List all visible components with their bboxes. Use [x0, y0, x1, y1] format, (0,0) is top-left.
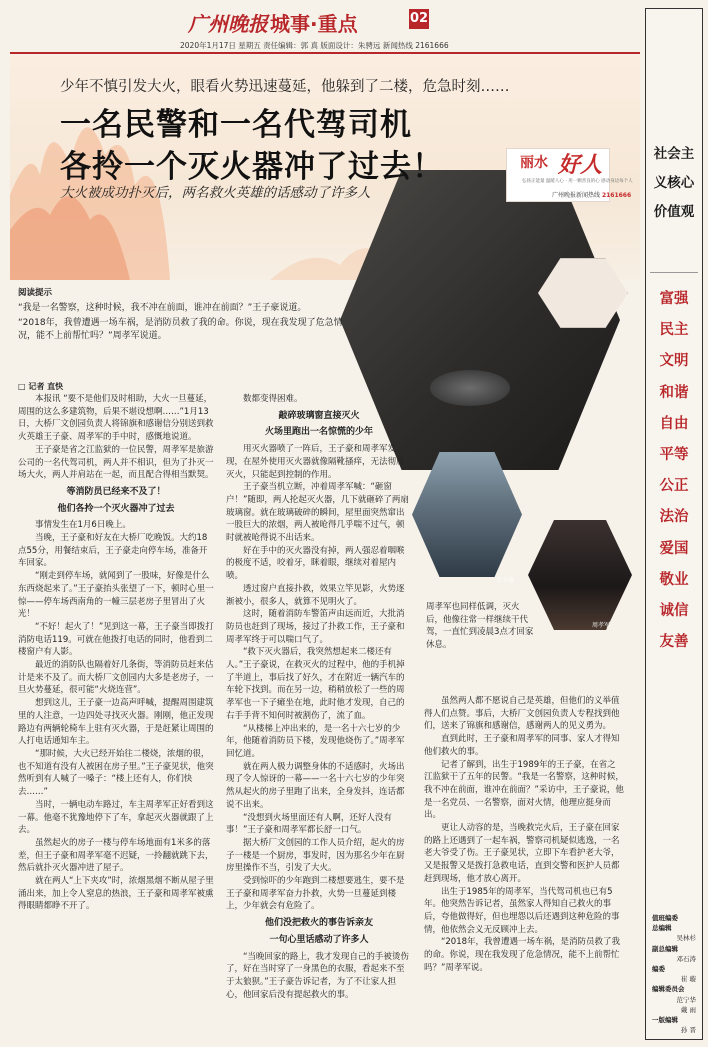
staff-role: 一版编辑 — [652, 1016, 678, 1025]
staff-name: 范宁华 — [676, 995, 696, 1004]
reading-tip — [18, 286, 344, 345]
staff-role: 编辑委员会 — [652, 985, 685, 994]
paragraph: 好在手中的灭火器没有掉，两人强忍着咽喉的极度不适，咬着牙，眯着眼，继续对着屋内喷。 — [226, 545, 405, 582]
headline-kicker: 少年不慎引发大火，眼看火势迅速蔓延，他躲到了二楼，危急时刻…… — [60, 79, 510, 95]
core-value: 民主 — [659, 322, 689, 339]
byline: □ 记者 直快 — [18, 382, 64, 391]
paragraph: 事情发生在1月6日晚上。 — [35, 520, 131, 531]
article-column-3 — [424, 695, 624, 974]
paragraph: “那时候，大火已经开始往二楼烧，浓烟的很，也不知道有没有人被困在房子里。”王子豪见状，他突然听到有人喊了一嗓子：“楼上还有人，你们快去……” — [18, 748, 214, 798]
core-value: 诚信 — [659, 603, 689, 620]
paragraph: 虽然两人都不愿说自己是英雄，但他们的义举值得人们点赞。事后，大桥厂文创园负责人专程找到他们，送来了锦旗和感谢信，感谢两人的见义勇为。 — [424, 696, 620, 732]
headline-subtitle: 大火被成功扑灭后，两名救火英雄的话感动了许多人 — [60, 185, 371, 201]
core-values-list — [654, 284, 694, 658]
paragraph: “救下灭火器后，我突然想起来二楼还有人。”王子豪说，在救灭火的过程中，他的手机掉了半道上，事后找了好久，才在附近一辆汽车的车轮下找到。而在另一边，稍稍放松了一些的周孝军也一下子瘫坐在地，此时他才发现，自己的右手手背不知何时被割伤了，流了血。 — [226, 647, 405, 721]
page-number: 02 — [409, 9, 429, 29]
paragraph: 据大桥厂文创园的工作人员介绍，起火的房子一楼是一个厨房，事发时，因为那名少年在厨房里操作不当，引发了大火。 — [226, 837, 405, 874]
core-value: 友善 — [659, 634, 689, 651]
sidebar-title: 社会主义核心价值观 — [653, 146, 695, 220]
article-column-2 — [226, 393, 412, 1001]
photo-caption-1: 王子豪 — [496, 577, 515, 584]
staff-role: 副总编辑 — [652, 944, 678, 953]
staff-name: 戴 雨 — [680, 1005, 696, 1014]
reading-tip-quote-1: “我是一名警察，这种时候，我不冲在前面，谁冲在前面？”王子豪说道。 — [18, 303, 307, 313]
reading-tip-title: 阅读提示 — [18, 288, 53, 298]
core-value: 敬业 — [659, 571, 689, 588]
paragraph: 当晚，王子豪和好友在大桥厂吃晚饭。大约18点55分，用餐结束后，王子豪走向停车场，准备开车回家。 — [18, 533, 208, 569]
paragraph: “刚走到停车场，就闻到了一股味，好像是什么东西烧起来了。”王子豪抬头张望了一下，顿时心里一惊——停车场西南角的一幢三层老房子里冒出了火光！ — [18, 571, 214, 620]
paragraph: 就在两人“上下夹攻”时，浓烟黑烟不断从屋子里涌出来，加上令人窒息的热浪，王子豪和周孝军被熏得眼睛都睁不开了。 — [18, 876, 214, 912]
newspaper-logo: 广州晚报 — [188, 12, 268, 36]
paragraph: 王子豪是省之江监狱的一位民警，周孝军是旅游公司的一名代驾司机，两人并不相识，但为了扑灭一场大火，两人并肩站在一起，而且配合得相当默契。 — [18, 444, 214, 481]
staff-name: 崔 璇 — [680, 975, 696, 984]
badge-phone — [552, 190, 631, 199]
paragraph: 当时，一辆电动车路过，车主周孝军正好看到这一幕。他毫不犹豫地停下了车，拿起灭火器就跟了上去。 — [18, 799, 214, 836]
core-value: 爱国 — [659, 540, 689, 557]
paragraph: 王子豪当机立断，冲着周孝军喊：“砸窗户！”随即，两人抡起灭火器，几下就砸碎了两扇玻璃窗。就在玻璃破碎的瞬间，屋里面突然窜出一股巨大的浓烟，两人被呛得几乎喘不过气，顿时就被呛得说不出话来。 — [226, 482, 409, 544]
paragraph: 最近的消防队也隔着好几条街，等消防员赶来估计是来不及了。而大桥厂文创园内大多是老房子，一旦火势蔓延，很可能“火烧连营”。 — [18, 660, 214, 696]
article-column-1 — [18, 393, 214, 913]
paragraph: 本报讯 “要不是他们及时相助，大火一旦蔓延，周围的这么多建筑物，后果不堪设想啊……”1月13日，大桥厂文创园负责人将锦旗和感谢信分别送到救火英雄王子豪、周孝军的手中时，感慨地说道。 — [18, 394, 214, 443]
paragraph: 透过窗户直接扑救，效果立竿见影，火势逐渐被小，很多人，就算不见明火了。 — [226, 583, 405, 607]
core-value: 公正 — [659, 478, 689, 495]
paragraph: “当晚回家的路上，我才发现自己的手被烫伤了，好在当时穿了一身黑色的衣服，看起来不至于太狼狈。”王子豪告诉记者，为了不让家人担心，他回家后没有提起救火的事。 — [226, 951, 409, 1000]
paragraph: 用灭火器喷了一阵后，王子豪和周孝军发现，在屋外使用灭火器就像隔靴搔痒，无法彻底灭火，只能起到控制的作用。 — [226, 444, 405, 480]
subheading: 一句心里话感动了许多人 — [269, 934, 369, 945]
sidebar-divider — [650, 272, 698, 273]
core-value: 和谐 — [659, 384, 689, 401]
photo-caption-2: 周孝军 — [592, 622, 611, 629]
photo-police-officer — [412, 452, 522, 577]
badge-slogan: 弘扬正能量 温暖人心 · 用一颗善良的心 感动身边每个人 — [522, 179, 633, 184]
subheading: 火场里跑出一名惊慌的少年 — [264, 427, 373, 438]
staff-role: 编委 — [652, 965, 665, 974]
paragraph: 直到此时，王子豪和周孝军的同事、家人才得知他们救火的事。 — [424, 734, 620, 757]
staff-name: 吴林杉 — [676, 934, 696, 943]
subheading: 等消防员已经来不及了！ — [66, 486, 166, 497]
subheading: 敲碎玻璃窗直接灭火 — [278, 410, 360, 421]
staff-role: 总编辑 — [652, 924, 672, 933]
paragraph: “不好！起火了！”见到这一幕，王子豪当即拨打消防电话119。可就在他拨打电话的同时，他看到二楼窗户有人影。 — [18, 621, 214, 658]
paragraph: 更让人动容的是，当晚救完火后，王子豪在回家的路上还遇到了一起车祸，警察司机疑似逃逸，一名老大爷受了伤。王子豪见状，立即下车看护老大爷，又是报警又是拨打急救电话，直到交警和医护人员都赶到现场，他才放心离开。 — [424, 823, 620, 884]
paragraph: 出生于1985年的周孝军，当代驾司机也已有5年。他突然告诉记者，虽然家人得知自己救火的事后，夸他做得好，但也埋怨以后还遇到这种危险的事情，他依然会义无反顾冲上去。 — [424, 886, 620, 935]
dateline: 2020年1月17日 星期五 责任编辑：郭 真 版面设计：朱骋远 新闻热线 2161666 — [180, 41, 449, 50]
paragraph: “没想到火场里面还有人啊，还好人没有事！”王子豪和周孝军都长舒一口气。 — [226, 812, 392, 836]
article-snippet: 周孝军也同样低调，灭火后，他像往常一样继续干代驾，一直忙到凌晨3点才回家休息。 — [426, 602, 534, 651]
badge-phone-label: 广州晚报新闻热线 — [552, 192, 601, 199]
paragraph: “从楼梯上冲出来的，是一名十六七岁的少年，他随着消防员下楼，发现他烧伤了。”周孝军回忆道。 — [226, 723, 405, 759]
reading-tip-quote-2: “2018年，我曾遭遇一场车祸，是消防员救了我的命。你说，现在我发现了危急情况，能不上前帮忙吗？”周孝军说道。 — [18, 318, 343, 341]
wok-image — [430, 370, 510, 406]
photo-driver — [528, 520, 632, 630]
editorial-staff — [652, 913, 698, 1035]
staff-role: 值班编委 — [652, 914, 678, 922]
core-value: 平等 — [659, 447, 689, 464]
staff-name: 邓石涛 — [676, 954, 696, 963]
paragraph: 就在两人极力调整身体的不适感时，火场出现了令人惊讶的一幕——一名十六七岁的少年突然从起火的房子里跑了出来，全身发抖，连话都说不出来。 — [226, 761, 405, 810]
core-value: 文明 — [659, 353, 689, 370]
paragraph: 想到这儿，王子豪一边高声呼喊，提醒周围建筑里的人注意，一边四处寻找灭火器。刚刚，他正发现路边有两辆轮椅车上驻有灭火器，于是赶紧让周围的人打电话通知车主。 — [18, 698, 214, 747]
paragraph: 记者了解到，出生于1989年的王子豪，在省之江监狱干了五年的民警。“我是一名警察，这种时候，我不冲在前面，谁冲在前面？”采访中，王子豪说，他是一名党员、一名警察，面对火情，他理应挺身而出。 — [424, 759, 624, 821]
paragraph: 这时，随着消防车警笛声由远而近，大批消防员也赶到了现场，接过了扑救工作，王子豪和周孝军终于可以喘口气了。 — [226, 609, 405, 645]
headline-line-1: 一名民警和一名代驾司机 — [60, 107, 412, 143]
paragraph: 受到惊吓的少年跑到二楼想要逃生，要不是王子豪和周孝军奋力扑救，火势一旦蔓延到楼上，少年就会有危险了。 — [226, 876, 405, 912]
headline-line-2: 各拎一个灭火器冲了过去！ — [60, 149, 444, 185]
badge-title: 好人 — [558, 153, 603, 178]
subheading: 他们没把救火的事告诉亲友 — [264, 918, 373, 929]
subheading: 他们各拎一个灭火器冲了过去 — [57, 503, 175, 514]
paragraph: 虽然起火的房子一楼与停车场地面有1米多的落差，但王子豪和周孝军毫不迟疑，一拎翻就跳下去，然后就扑灭火器冲进了屋子。 — [18, 837, 214, 874]
header-divider — [10, 52, 640, 54]
core-value: 富强 — [659, 291, 689, 307]
badge-phone-number: 2161666 — [601, 192, 632, 199]
core-value: 法治 — [659, 509, 689, 526]
section-title: 城事·重点 — [270, 12, 358, 36]
badge-city: 丽水 — [520, 155, 548, 171]
paragraph: “2018年，我曾遭遇一场车祸，是消防员救了我的命。你说，现在我发现了危急情况，能不上前帮忙吗？”周孝军说。 — [424, 937, 621, 973]
paragraph: 数都变得困难。 — [243, 394, 303, 404]
staff-name: 孙 晋 — [680, 1026, 696, 1035]
core-value: 自由 — [659, 415, 689, 432]
